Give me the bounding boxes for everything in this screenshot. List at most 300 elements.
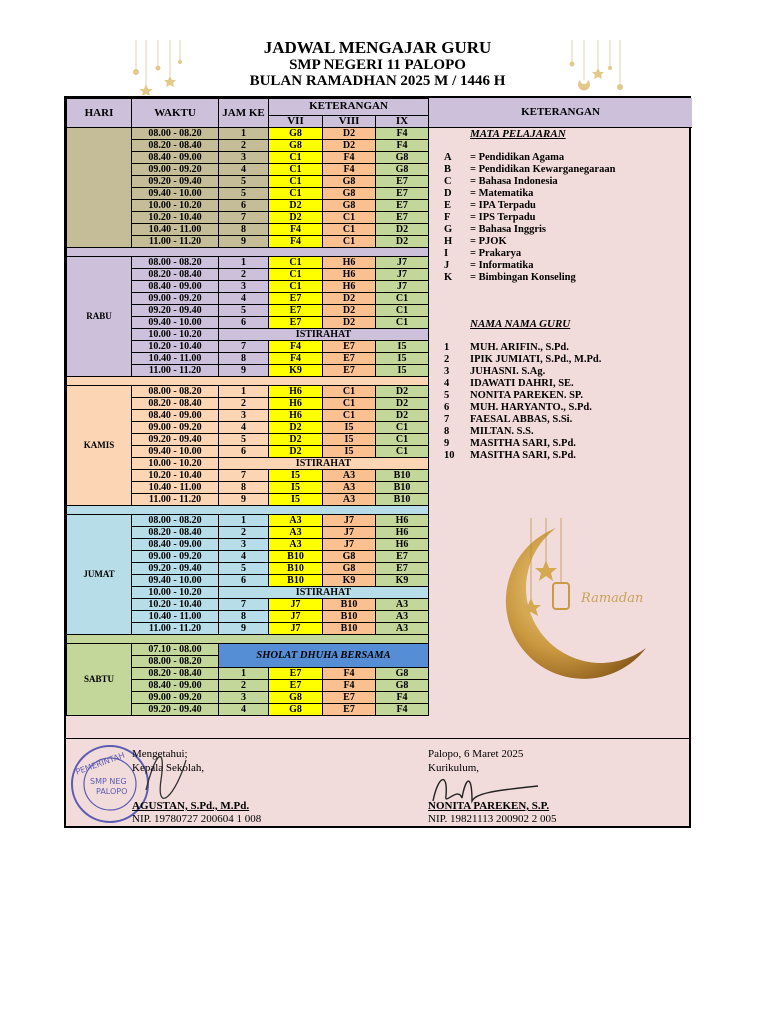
jamke-cell: 4: [219, 293, 269, 305]
class-vii-cell: C1: [269, 152, 323, 164]
mapel-code: C: [444, 176, 452, 187]
class-viii-cell: D2: [323, 317, 376, 329]
jamke-cell: 2: [219, 398, 269, 410]
class-ix-cell: C1: [376, 293, 429, 305]
jamke-cell: 7: [219, 341, 269, 353]
header-hari: HARI: [67, 99, 132, 128]
class-vii-cell: G8: [269, 140, 323, 152]
header-vii: VII: [269, 115, 323, 127]
mapel-item: [430, 272, 689, 284]
guru-name: FAESAL ABBAS, S.Si.: [470, 414, 573, 425]
class-ix-cell: J7: [376, 269, 429, 281]
mapel-code: D: [444, 188, 452, 199]
class-viii-cell: E7: [323, 341, 376, 353]
class-ix-cell: I5: [376, 341, 429, 353]
guru-number: 10: [444, 450, 455, 461]
class-viii-cell: F4: [323, 668, 376, 680]
class-ix-cell: F4: [376, 692, 429, 704]
mapel-item: [430, 152, 689, 164]
class-vii-cell: F4: [269, 341, 323, 353]
break-cell: ISTIRAHAT: [219, 587, 429, 599]
schedule-row: [67, 515, 429, 527]
class-ix-cell: J7: [376, 281, 429, 293]
signature-area: [66, 738, 693, 830]
mapel-title: MATA PELAJARAN: [470, 128, 566, 140]
jamke-cell: 5: [219, 176, 269, 188]
header-keterangan: KETERANGAN: [269, 99, 429, 116]
time-cell: 09.40 - 10.00: [132, 188, 219, 200]
time-cell: 10.40 - 11.00: [132, 353, 219, 365]
class-viii-cell: F4: [323, 680, 376, 692]
class-vii-cell: C1: [269, 281, 323, 293]
mapel-code: B: [444, 164, 452, 175]
jamke-cell: 2: [219, 269, 269, 281]
jamke-cell: 5: [219, 563, 269, 575]
class-vii-cell: E7: [269, 680, 323, 692]
hanging-stars-left-icon: [128, 40, 188, 95]
class-ix-cell: C1: [376, 434, 429, 446]
class-ix-cell: I5: [376, 365, 429, 377]
class-ix-cell: H6: [376, 515, 429, 527]
jamke-cell: 2: [219, 527, 269, 539]
class-ix-cell: B10: [376, 470, 429, 482]
sign-left-nip: NIP. 19780727 200604 1 008: [132, 813, 262, 825]
schedule-table: [66, 98, 429, 716]
sholat-cell: SHOLAT DHUHA BERSAMA: [219, 644, 429, 668]
guru-name: MILTAN. S.S.: [470, 426, 534, 437]
ramadan-label: Ramadan: [581, 591, 644, 606]
time-cell: 11.00 - 11.20: [132, 623, 219, 635]
class-viii-cell: G8: [323, 200, 376, 212]
class-vii-cell: D2: [269, 446, 323, 458]
class-ix-cell: D2: [376, 386, 429, 398]
mapel-item: [430, 260, 689, 272]
class-viii-cell: G8: [323, 188, 376, 200]
class-viii-cell: E7: [323, 704, 376, 716]
title-school: SMP NEGERI 11 PALOPO: [289, 57, 466, 73]
mapel-item: [430, 212, 689, 224]
mapel-code: I: [444, 248, 449, 259]
class-viii-cell: C1: [323, 212, 376, 224]
jamke-cell: 8: [219, 224, 269, 236]
class-viii-cell: G8: [323, 563, 376, 575]
time-cell: 10.00 - 10.20: [132, 200, 219, 212]
class-ix-cell: E7: [376, 200, 429, 212]
time-cell: 09.40 - 10.00: [132, 575, 219, 587]
svg-text:PALOPO: PALOPO: [96, 787, 128, 796]
guru-item: [430, 426, 689, 438]
time-cell: 09.00 - 09.20: [132, 293, 219, 305]
time-cell: 08.40 - 09.00: [132, 410, 219, 422]
time-cell: 09.20 - 09.40: [132, 305, 219, 317]
jamke-cell: 3: [219, 281, 269, 293]
time-cell: 10.40 - 11.00: [132, 224, 219, 236]
svg-text:PEMERINTAH: PEMERINTAH: [74, 750, 126, 777]
time-cell: 08.40 - 09.00: [132, 281, 219, 293]
mapel-name: = IPS Terpadu: [470, 212, 536, 223]
guru-name: IDAWATI DAHRI, SE.: [470, 378, 574, 389]
class-vii-cell: K9: [269, 365, 323, 377]
class-vii-cell: G8: [269, 704, 323, 716]
jamke-cell: 6: [219, 446, 269, 458]
class-ix-cell: B10: [376, 482, 429, 494]
day-cell: JUMAT: [67, 515, 132, 635]
class-viii-cell: B10: [323, 599, 376, 611]
header-keterangan-right: KETERANGAN: [428, 98, 692, 128]
mapel-code: H: [444, 236, 453, 247]
time-cell: 09.00 - 09.20: [132, 422, 219, 434]
time-cell: 10.00 - 10.20: [132, 587, 219, 599]
class-ix-cell: D2: [376, 224, 429, 236]
mapel-code: F: [444, 212, 451, 223]
header-viii: VIII: [323, 115, 376, 127]
header-ix: IX: [376, 115, 429, 127]
time-cell: 07.10 - 08.00: [132, 644, 219, 656]
guru-number: 1: [444, 342, 450, 353]
class-vii-cell: B10: [269, 563, 323, 575]
class-viii-cell: I5: [323, 446, 376, 458]
class-vii-cell: E7: [269, 293, 323, 305]
sign-right-line1: Palopo, 6 Maret 2025: [428, 748, 524, 760]
class-vii-cell: J7: [269, 599, 323, 611]
mapel-code: E: [444, 200, 452, 211]
jamke-cell: 5: [219, 188, 269, 200]
guru-number: 6: [444, 402, 450, 413]
time-cell: 08.00 - 08.20: [132, 656, 219, 668]
time-cell: 08.00 - 08.20: [132, 515, 219, 527]
time-cell: 08.20 - 08.40: [132, 398, 219, 410]
jamke-cell: 3: [219, 692, 269, 704]
svg-text:SMP NEG: SMP NEG: [90, 777, 127, 786]
jamke-cell: 1: [219, 386, 269, 398]
guru-name: MUH. HARYANTO., S.Pd.: [470, 402, 592, 413]
sign-left-line2: Kepala Sekolah,: [132, 762, 205, 774]
time-cell: 09.00 - 09.20: [132, 692, 219, 704]
class-vii-cell: A3: [269, 515, 323, 527]
mapel-code: G: [444, 224, 453, 235]
jamke-cell: 1: [219, 128, 269, 140]
time-cell: 09.20 - 09.40: [132, 434, 219, 446]
guru-number: 9: [444, 438, 450, 449]
guru-number: 4: [444, 378, 450, 389]
class-viii-cell: H6: [323, 269, 376, 281]
class-ix-cell: F4: [376, 140, 429, 152]
time-cell: 08.00 - 08.20: [132, 257, 219, 269]
time-cell: 09.20 - 09.40: [132, 704, 219, 716]
guru-item: [430, 378, 689, 390]
jamke-cell: 7: [219, 470, 269, 482]
guru-name: MASITHA SARI, S.Pd.: [470, 450, 576, 461]
class-ix-cell: C1: [376, 317, 429, 329]
time-cell: 08.00 - 08.20: [132, 386, 219, 398]
class-viii-cell: H6: [323, 281, 376, 293]
class-vii-cell: E7: [269, 317, 323, 329]
class-ix-cell: G8: [376, 152, 429, 164]
class-ix-cell: K9: [376, 575, 429, 587]
guru-title: NAMA NAMA GURU: [470, 318, 571, 330]
guru-item: [430, 354, 689, 366]
jamke-cell: 8: [219, 482, 269, 494]
class-vii-cell: C1: [269, 269, 323, 281]
mapel-name: = Matematika: [470, 188, 534, 199]
class-ix-cell: E7: [376, 188, 429, 200]
guru-item: [430, 438, 689, 450]
class-ix-cell: F4: [376, 704, 429, 716]
class-vii-cell: G8: [269, 692, 323, 704]
mapel-code: J: [444, 260, 450, 271]
guru-number: 2: [444, 354, 450, 365]
schedule-row: [67, 128, 429, 140]
guru-item: [430, 366, 689, 378]
guru-item: [430, 450, 689, 462]
mapel-item: [430, 200, 689, 212]
schedule-row: [67, 644, 429, 656]
jamke-cell: 7: [219, 599, 269, 611]
class-viii-cell: D2: [323, 128, 376, 140]
class-vii-cell: F4: [269, 224, 323, 236]
jamke-cell: 5: [219, 305, 269, 317]
class-viii-cell: I5: [323, 422, 376, 434]
mapel-name: = Pendidikan Agama: [470, 152, 565, 163]
class-viii-cell: C1: [323, 224, 376, 236]
sign-right-name: NONITA PAREKEN, S.P.: [428, 800, 550, 812]
guru-number: 8: [444, 426, 450, 437]
guru-name: MUH. ARIFIN., S.Pd.: [470, 342, 569, 353]
break-cell: ISTIRAHAT: [219, 329, 429, 341]
class-ix-cell: F4: [376, 128, 429, 140]
class-viii-cell: F4: [323, 164, 376, 176]
guru-number: 3: [444, 366, 450, 377]
class-viii-cell: I5: [323, 434, 376, 446]
hanging-stars-right-icon: [566, 40, 626, 95]
class-ix-cell: C1: [376, 305, 429, 317]
sign-right-line2: Kurikulum,: [428, 762, 480, 774]
class-viii-cell: A3: [323, 470, 376, 482]
class-viii-cell: G8: [323, 176, 376, 188]
jamke-cell: 8: [219, 611, 269, 623]
class-vii-cell: D2: [269, 200, 323, 212]
title-period: BULAN RAMADHAN 2025 M / 1446 H: [249, 73, 506, 89]
class-viii-cell: A3: [323, 494, 376, 506]
class-viii-cell: J7: [323, 527, 376, 539]
guru-item: [430, 390, 689, 402]
jamke-cell: 9: [219, 365, 269, 377]
class-viii-cell: E7: [323, 353, 376, 365]
class-vii-cell: C1: [269, 176, 323, 188]
jamke-cell: 2: [219, 680, 269, 692]
jamke-cell: 4: [219, 551, 269, 563]
time-cell: 08.20 - 08.40: [132, 140, 219, 152]
jamke-cell: 7: [219, 212, 269, 224]
jamke-cell: 6: [219, 200, 269, 212]
class-ix-cell: A3: [376, 611, 429, 623]
mapel-code: A: [444, 152, 452, 163]
class-viii-cell: A3: [323, 482, 376, 494]
class-viii-cell: D2: [323, 305, 376, 317]
class-ix-cell: H6: [376, 527, 429, 539]
sign-left-name: AGUSTAN, S.Pd., M.Pd.: [132, 800, 250, 812]
time-cell: 09.20 - 09.40: [132, 563, 219, 575]
time-cell: 08.20 - 08.40: [132, 527, 219, 539]
schedule-row: [67, 386, 429, 398]
class-vii-cell: J7: [269, 623, 323, 635]
mapel-name: = Informatika: [470, 260, 534, 271]
guru-name: NONITA PAREKEN. SP.: [470, 390, 583, 401]
time-cell: 10.40 - 11.00: [132, 482, 219, 494]
mapel-item: [430, 236, 689, 248]
time-cell: 08.40 - 09.00: [132, 680, 219, 692]
guru-name: MASITHA SARI, S.Pd.: [470, 438, 576, 449]
class-vii-cell: D2: [269, 434, 323, 446]
class-viii-cell: C1: [323, 398, 376, 410]
class-ix-cell: D2: [376, 398, 429, 410]
jamke-cell: 9: [219, 236, 269, 248]
class-vii-cell: H6: [269, 398, 323, 410]
class-ix-cell: D2: [376, 410, 429, 422]
class-ix-cell: H6: [376, 539, 429, 551]
day-cell: [67, 128, 132, 248]
jamke-cell: 9: [219, 623, 269, 635]
class-vii-cell: I5: [269, 482, 323, 494]
class-ix-cell: A3: [376, 599, 429, 611]
guru-number: 7: [444, 414, 450, 425]
class-ix-cell: D2: [376, 236, 429, 248]
mapel-item: [430, 164, 689, 176]
class-ix-cell: C1: [376, 422, 429, 434]
jamke-cell: 3: [219, 410, 269, 422]
class-viii-cell: C1: [323, 386, 376, 398]
class-vii-cell: F4: [269, 353, 323, 365]
class-vii-cell: H6: [269, 386, 323, 398]
guru-item: [430, 402, 689, 414]
legend-panel: [430, 128, 689, 462]
class-vii-cell: D2: [269, 422, 323, 434]
class-viii-cell: K9: [323, 575, 376, 587]
time-cell: 11.00 - 11.20: [132, 494, 219, 506]
class-viii-cell: F4: [323, 152, 376, 164]
class-ix-cell: G8: [376, 680, 429, 692]
jamke-cell: 6: [219, 575, 269, 587]
class-vii-cell: A3: [269, 527, 323, 539]
guru-name: JUHASNI. S.Ag.: [470, 366, 546, 377]
day-cell: SABTU: [67, 644, 132, 716]
class-vii-cell: B10: [269, 551, 323, 563]
crescent-moon-icon: [461, 518, 661, 688]
jamke-cell: 3: [219, 539, 269, 551]
class-viii-cell: G8: [323, 551, 376, 563]
break-cell: ISTIRAHAT: [219, 458, 429, 470]
day-cell: RABU: [67, 257, 132, 377]
class-viii-cell: B10: [323, 611, 376, 623]
class-ix-cell: B10: [376, 494, 429, 506]
jamke-cell: 8: [219, 353, 269, 365]
time-cell: 09.40 - 10.00: [132, 317, 219, 329]
guru-name: IPIK JUMIATI, S.Pd., M.Pd.: [470, 354, 602, 365]
class-ix-cell: I5: [376, 353, 429, 365]
class-viii-cell: E7: [323, 692, 376, 704]
time-cell: 10.20 - 10.40: [132, 599, 219, 611]
mapel-name: = PJOK: [470, 236, 507, 247]
class-vii-cell: F4: [269, 236, 323, 248]
class-viii-cell: J7: [323, 539, 376, 551]
jamke-cell: 4: [219, 422, 269, 434]
time-cell: 10.00 - 10.20: [132, 329, 219, 341]
class-viii-cell: D2: [323, 140, 376, 152]
class-vii-cell: D2: [269, 212, 323, 224]
day-separator: [67, 248, 429, 257]
guru-list: [430, 342, 689, 462]
class-vii-cell: C1: [269, 164, 323, 176]
sign-left-line1: Mengetahui;: [132, 748, 188, 760]
day-separator: [67, 635, 429, 644]
mapel-item: [430, 176, 689, 188]
class-ix-cell: A3: [376, 623, 429, 635]
class-viii-cell: E7: [323, 365, 376, 377]
jamke-cell: 5: [219, 434, 269, 446]
class-ix-cell: J7: [376, 257, 429, 269]
time-cell: 09.20 - 09.40: [132, 176, 219, 188]
class-viii-cell: C1: [323, 410, 376, 422]
mapel-name: = Prakarya: [470, 248, 522, 259]
time-cell: 10.20 - 10.40: [132, 341, 219, 353]
jamke-cell: 1: [219, 257, 269, 269]
jamke-cell: 4: [219, 704, 269, 716]
jamke-cell: 1: [219, 515, 269, 527]
header-jamke: JAM KE: [219, 99, 269, 128]
class-vii-cell: J7: [269, 611, 323, 623]
time-cell: 10.20 - 10.40: [132, 212, 219, 224]
time-cell: 09.40 - 10.00: [132, 446, 219, 458]
class-vii-cell: E7: [269, 305, 323, 317]
class-vii-cell: A3: [269, 539, 323, 551]
time-cell: 08.40 - 09.00: [132, 539, 219, 551]
time-cell: 08.20 - 08.40: [132, 269, 219, 281]
mapel-name: = IPA Terpadu: [470, 200, 536, 211]
time-cell: 09.00 - 09.20: [132, 164, 219, 176]
jamke-cell: 6: [219, 317, 269, 329]
guru-number: 5: [444, 390, 450, 401]
class-viii-cell: B10: [323, 623, 376, 635]
jamke-cell: 3: [219, 152, 269, 164]
mapel-item: [430, 224, 689, 236]
class-viii-cell: H6: [323, 257, 376, 269]
time-cell: 09.00 - 09.20: [132, 551, 219, 563]
class-vii-cell: I5: [269, 470, 323, 482]
sign-right-nip: NIP. 19821113 200902 2 005: [428, 813, 557, 825]
class-vii-cell: E7: [269, 668, 323, 680]
class-ix-cell: G8: [376, 164, 429, 176]
mapel-list: [430, 152, 689, 284]
time-cell: 10.40 - 11.00: [132, 611, 219, 623]
header-waktu: WAKTU: [132, 99, 219, 128]
day-separator: [67, 377, 429, 386]
class-ix-cell: E7: [376, 212, 429, 224]
time-cell: 10.20 - 10.40: [132, 470, 219, 482]
class-vii-cell: C1: [269, 257, 323, 269]
jamke-cell: 1: [219, 668, 269, 680]
class-ix-cell: E7: [376, 176, 429, 188]
class-vii-cell: B10: [269, 575, 323, 587]
time-cell: 11.00 - 11.20: [132, 365, 219, 377]
class-ix-cell: G8: [376, 668, 429, 680]
day-cell: KAMIS: [67, 386, 132, 506]
time-cell: 08.40 - 09.00: [132, 152, 219, 164]
time-cell: 08.20 - 08.40: [132, 668, 219, 680]
jamke-cell: 4: [219, 164, 269, 176]
guru-item: [430, 414, 689, 426]
class-vii-cell: G8: [269, 128, 323, 140]
mapel-name: = Bahasa Indonesia: [470, 176, 558, 187]
